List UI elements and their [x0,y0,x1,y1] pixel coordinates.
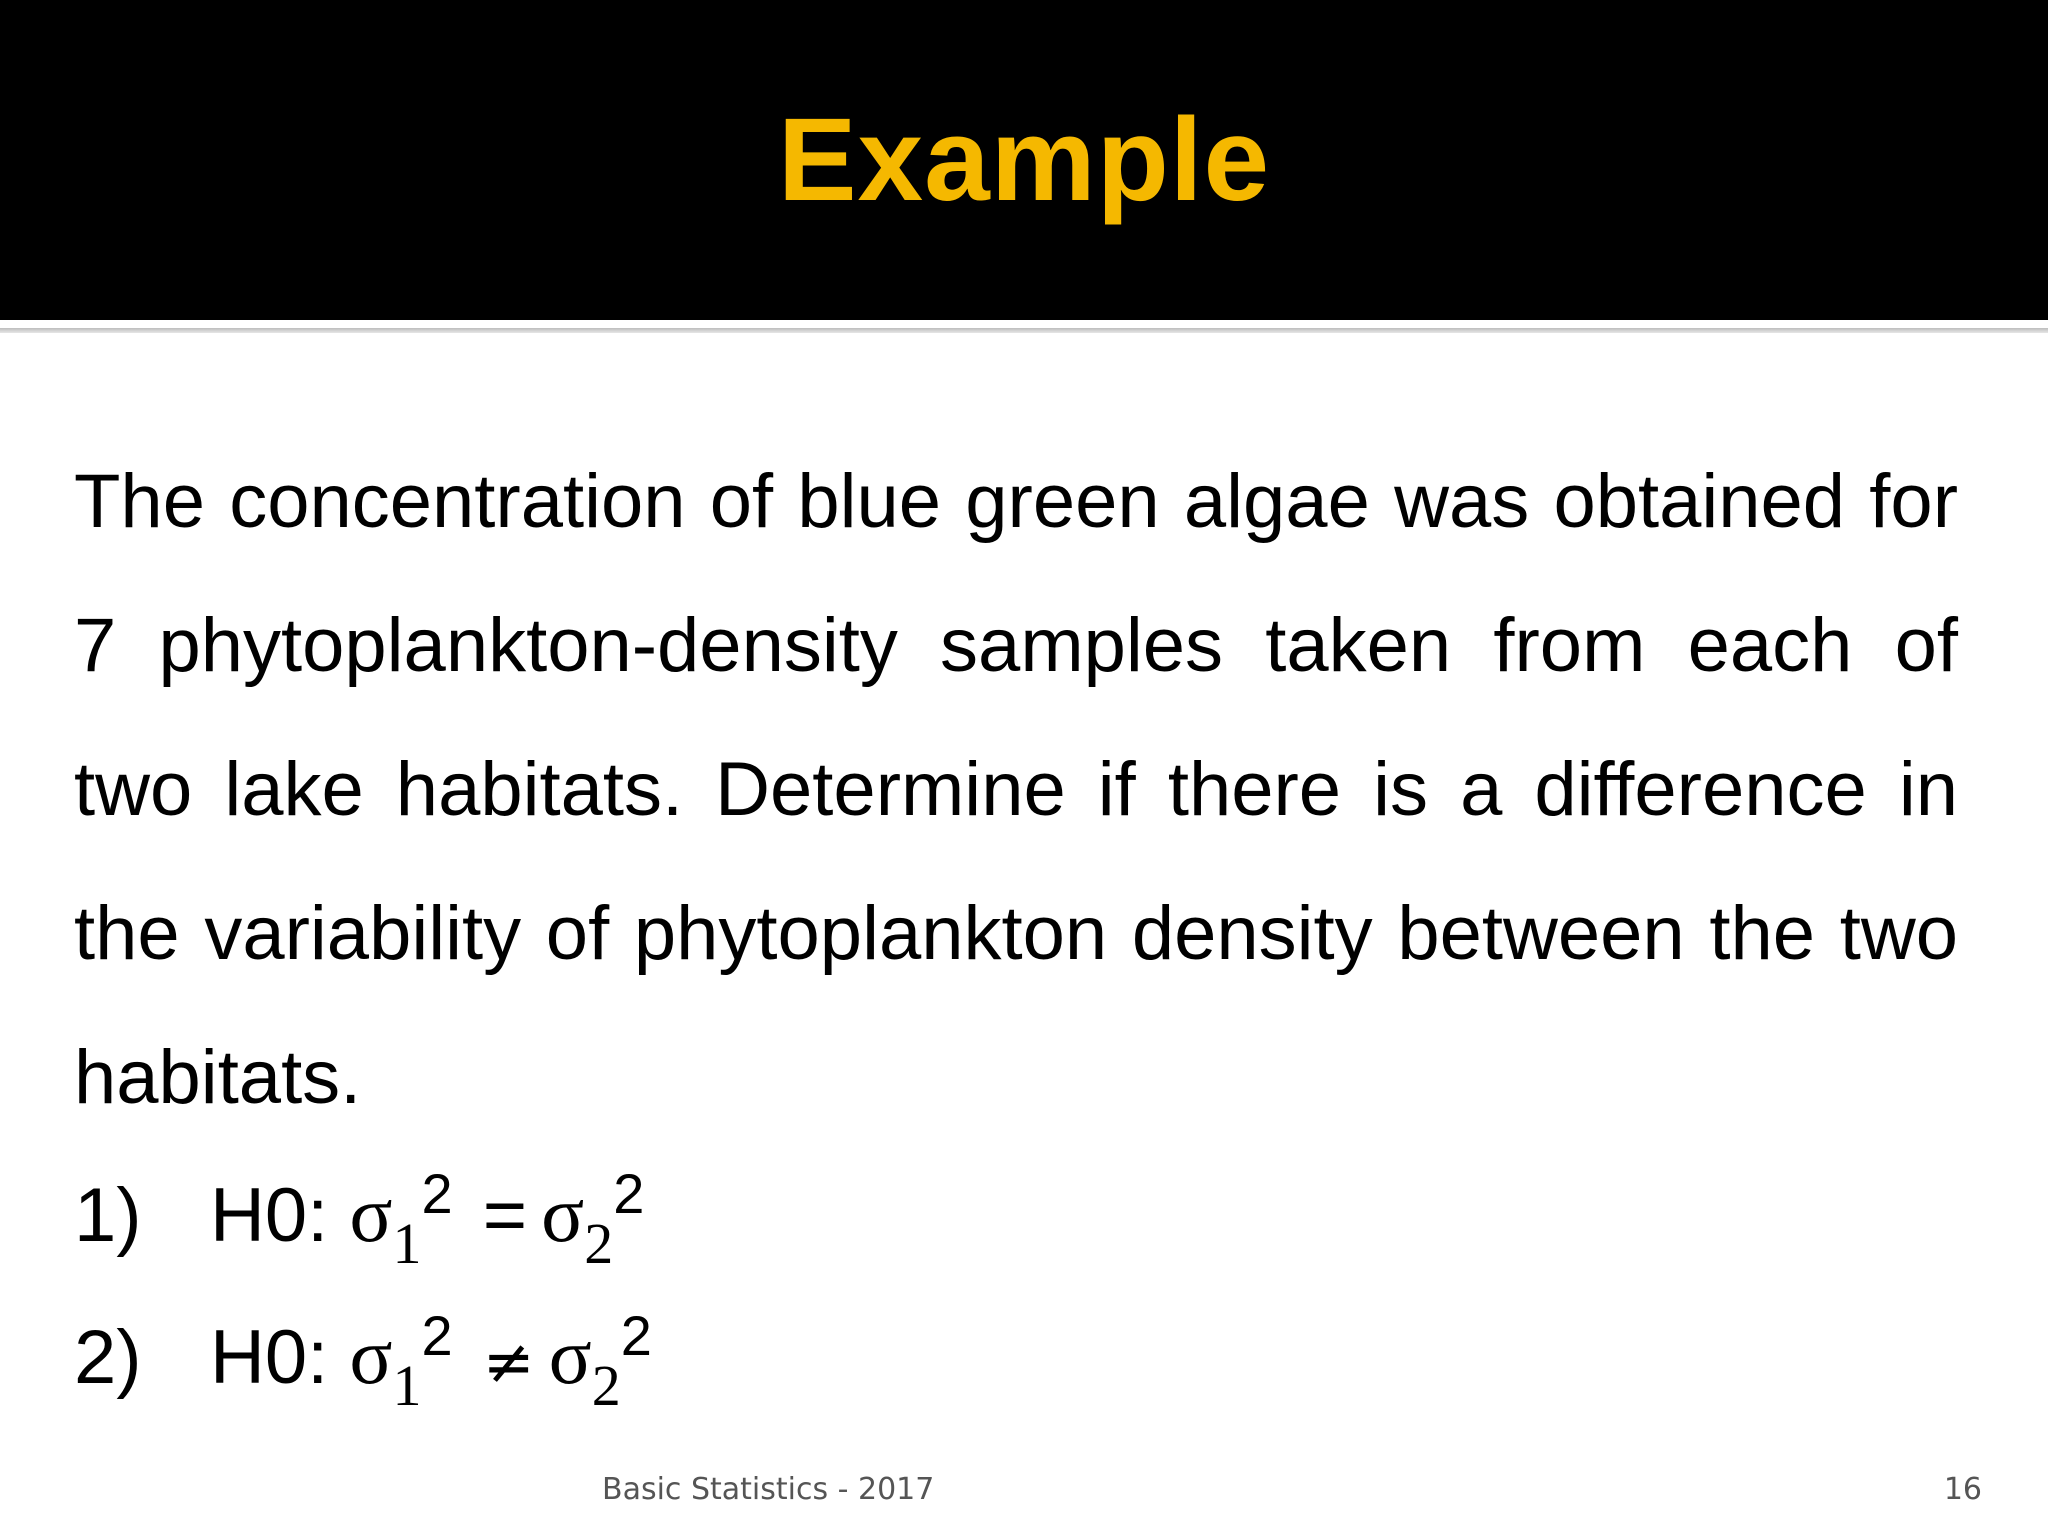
hypothesis-1-right-subscript: 2 [584,1211,614,1276]
hypothesis-2 [74,1302,652,1418]
hypothesis-2-number: 2) [74,1315,142,1400]
hypothesis-1 [74,1160,645,1276]
problem-statement: The concentration of blue green algae was obtained for 7 phytoplankton-density samples taken from each of two lake habitats. Determine if there is a difference in the variability of phytoplankton density between the two habitats. [74,459,1958,1120]
hypothesis-2-right-superscript: 2 [620,1304,652,1367]
hypothesis-1-relation: = [482,1173,528,1258]
hypothesis-1-left-subscript: 1 [392,1211,422,1276]
hypothesis-2-right-sigma: σ [548,1313,592,1401]
hypothesis-2-label: H0: [210,1315,329,1400]
hypothesis-1-number: 1) [74,1173,142,1258]
footer-text: Basic Statistics - 2017 [602,1472,935,1507]
slide-title: Example [777,94,1271,226]
page-number: 16 [1943,1472,1982,1507]
title-divider-light [0,320,2048,328]
hypothesis-2-left-superscript: 2 [421,1304,453,1367]
hypothesis-1-right-superscript: 2 [613,1162,645,1225]
hypothesis-2-left-subscript: 1 [392,1353,422,1418]
hypothesis-2-left-sigma: σ [349,1313,393,1401]
hypothesis-2-relation: ≠ [482,1325,535,1398]
hypothesis-1-left-superscript: 2 [421,1162,453,1225]
title-divider-shadow [0,328,2048,333]
hypothesis-1-left-sigma: σ [349,1171,393,1259]
hypothesis-1-right-sigma: σ [541,1171,585,1259]
hypothesis-2-right-subscript: 2 [591,1353,621,1418]
hypothesis-1-label: H0: [210,1173,329,1258]
